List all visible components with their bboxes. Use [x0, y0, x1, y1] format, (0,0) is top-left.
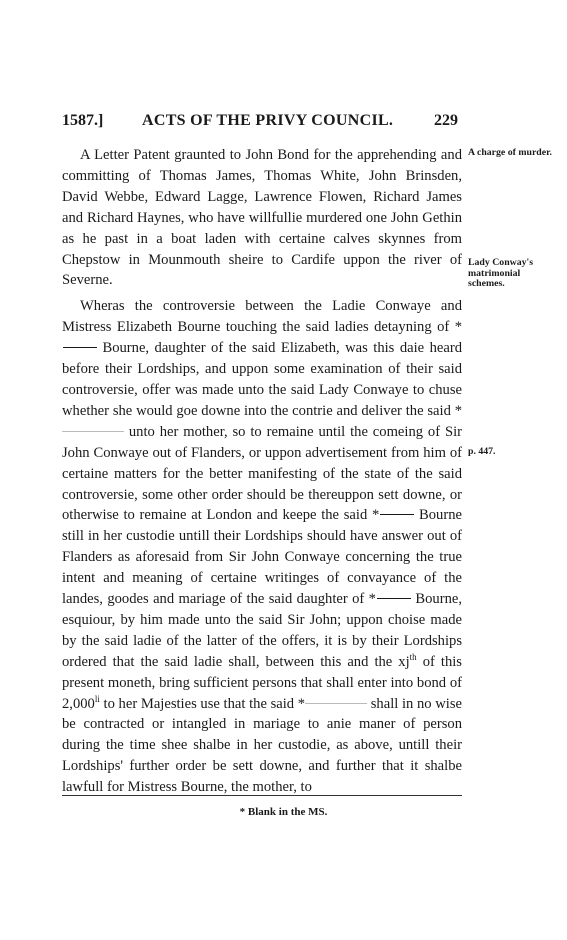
margin-note-charge: A charge of murder.: [468, 147, 552, 158]
footnote-rule: [62, 795, 462, 796]
text-segment: Bourne, daughter of the said Elizabeth, was this daie heard before their Lordships, and uppon some examination of their said controversie, offer was made unto the said Lady Conwaye to chuse whether she would goe downe into the contrie and deliver the said *: [62, 340, 462, 419]
paragraph-controversie: [62, 296, 462, 798]
running-header: [62, 112, 458, 134]
footnote: * Blank in the MS.: [239, 806, 328, 818]
blank-dash: [63, 347, 97, 348]
text-segment: of this present moneth, bring sufficient persons that shall enter into bond of 2,000: [62, 653, 462, 712]
text-segment: to her Majesties use that the said *: [99, 695, 306, 712]
text-segment: shall in no wise be contracted or intangled in mariage to anie maner of person during the time shee shalbe in her custodie, as above, untill their Lordships' further order be sett downe, and further that it shalbe lawfull for Mistress Bourne, the mother, to: [62, 695, 462, 796]
blank-gap: [305, 703, 367, 704]
margin-note-page-ref: p. 447.: [468, 446, 496, 457]
header-title: ACTS OF THE PRIVY COUNCIL.: [142, 112, 394, 129]
blank-gap: [62, 431, 124, 432]
paragraph-letter-patent: A Letter Patent graunted to John Bond for the apprehending and committing of Thomas James, Thomas White, John Brinsden, David Webbe, Edward Lagge, Lawrence Flowen, Richard James and Richard Haynes, who have willfullie murdered one John Gethin as he past in a boat laden with certaine calves skynnes from Chepstow in Mounmouth sheire to Cardife uppon the river of Severne.: [62, 147, 462, 289]
superscript: th: [409, 651, 417, 662]
text-segment: Bourne still in her custodie untill their Lordships should have answer out of Flanders as aforesaid from Sir John Conwaye concerning the true intent and meaning of certaine writinges of convayance of the landes, goodes and mariage of the said daughter of *: [62, 507, 462, 608]
main-text: [62, 145, 462, 798]
blank-dash: [377, 598, 411, 599]
page-number: 229: [434, 112, 458, 129]
margin-note-lady-conway: Lady Conway's matrimonial schemes.: [468, 257, 534, 289]
text-segment: Bourne, esquiour, by him made unto the said Sir John; uppon choise made by the said ladie of the latter of the offers, it is by their Lordships ordered that the said ladie shall, between this and the xj: [62, 591, 462, 670]
text-segment: Wheras the controversie between the Ladie Conwaye and Mistress Elizabeth Bourne touching the said ladies detayning of *: [62, 298, 462, 336]
blank-dash: [380, 514, 414, 515]
superscript: li: [94, 693, 100, 704]
text-segment: unto her mother, so to remaine until the comeing of Sir John Conwaye out of Flanders, or uppon advertisement from him of certaine matters for the better manifesting of the state of the said controversie, some other order should be thereuppon sett downe, or otherwise to remaine at London and keepe the said *: [62, 423, 462, 524]
header-year: 1587.]: [62, 112, 104, 129]
